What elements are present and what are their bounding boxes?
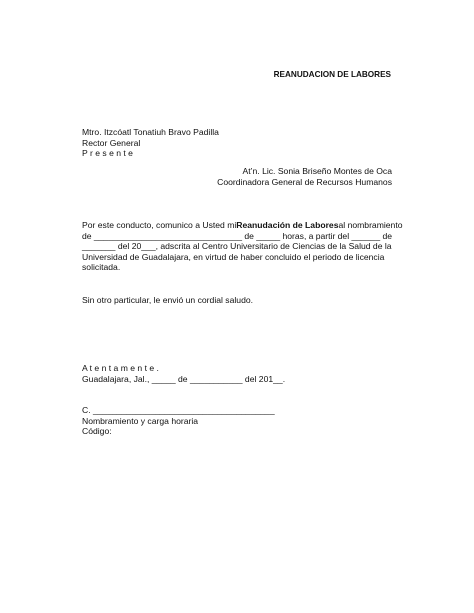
body-line-2-word: partir [315,230,336,241]
body-line-3-text: _______ del 20___, adscrita al Centro Universitario de Ciencias de la Salud de la [82,241,392,251]
body-line-2-word: del [337,230,350,241]
body-line-2-word: a [308,230,314,241]
attention-line-1: At’n. Lic. Sonia Briseño Montes de Oca [242,166,392,176]
body-line-1-text-a: Por este conducto, comunico a Usted mi [82,220,237,230]
recipient-presente: P r e s e n t e [82,148,133,158]
body-line-4 [82,252,392,263]
signature-block [82,405,275,437]
recipient-position: Rector General [82,137,141,148]
body-line-2 [82,231,392,242]
body-line-5 [82,262,392,273]
body-line-1 [82,220,403,231]
signature-role: Nombramiento y carga horaria [82,415,199,426]
attention-block [217,166,392,187]
body-line-2-word: horas, [282,230,307,241]
body-line-3 [82,241,392,252]
body-line-5-text: solicitada. [82,262,121,272]
body-line-1-text-b: al nombramiento [338,220,403,230]
signoff-block [82,363,285,384]
body-line-2-word: de [82,230,92,241]
body-line-2-blank-day: ______ [351,230,381,241]
recipient-block [82,127,219,159]
place-date-line: Guadalajara, Jal., _____ de ___________ del 201__. [82,373,286,384]
body-line-2-word: de [382,230,392,241]
signature-name-line: C. ______________________________________ [82,405,275,415]
atentamente: A t e n t a m e n t e . [82,363,159,373]
body-paragraph [82,220,403,273]
document-title: REANUDACION DE LABORES [273,70,391,79]
body-line-2-word: de [244,230,254,241]
closing-line: Sin otro particular, le envió un cordial saludo. [82,295,254,305]
recipient-name: Mtro. Itzcóatl Tonatiuh Bravo Padilla [82,127,219,137]
body-line-1-bold: Reanudación de Labores [236,220,339,230]
body-line-4-text: Universidad de Guadalajara, en virtud de haber concluido el periodo de licencia [82,251,385,262]
signature-code: Código: [82,426,112,436]
body-line-2-blank-nombramiento: _______________________________ [93,230,243,241]
body-line-2-blank-horas: _____ [256,230,281,241]
attention-line-2: Coordinadora General de Recursos Humanos [217,176,392,187]
